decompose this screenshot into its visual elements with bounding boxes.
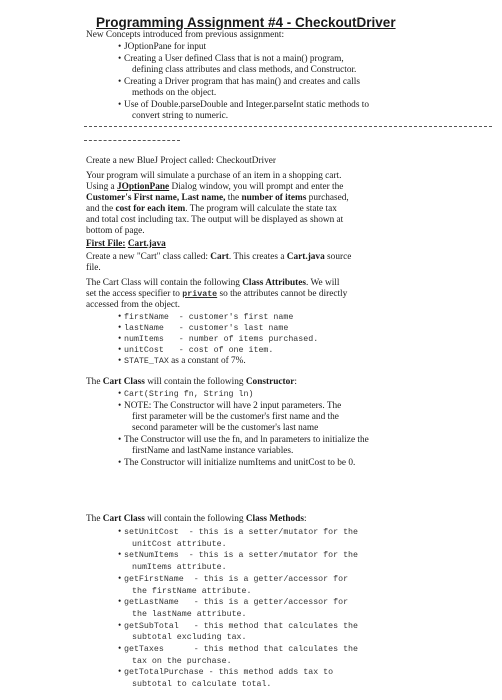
constructor-note-cont: first parameter will be the customer's first name and the [132, 412, 339, 422]
attributes-intro: The Cart Class will contain the following Class Attributes. We will [86, 278, 340, 288]
bullet-dot: • [118, 597, 122, 608]
intro-bullet: Use of Double.parseDouble and Integer.parseInt static methods to [124, 100, 370, 110]
bullet-dot: • [118, 620, 122, 631]
first-file-heading: First File: Cart.java [86, 239, 166, 249]
constructor-bullet-cont: firstName and lastName instance variables. [132, 446, 294, 456]
method-item-cont: subtotal to calculate total. [132, 680, 272, 690]
bullet-dot: • [118, 644, 122, 654]
setup-line: Create a new BlueJ Project called: CheckoutDriver [86, 156, 277, 166]
bullet-dot: • [118, 550, 122, 561]
bullet-dot: • [118, 527, 122, 537]
attributes-intro: accessed from the object. [86, 300, 180, 310]
bullet-dot: • [118, 345, 122, 355]
bullet-dot: • [118, 401, 122, 411]
bullet-dot: • [118, 458, 122, 468]
method-item-cont: numItems attribute. [132, 563, 227, 573]
method-item-cont: the firstName attribute. [132, 586, 252, 596]
first-file-line: file. [86, 263, 101, 273]
attribute-item: lastName - customer's last name [124, 324, 289, 333]
constructor-bullet: The Constructor will use the fn, and ln parameters to initialize the [124, 435, 369, 445]
method-item-cont: unitCost attribute. [132, 539, 227, 549]
setup-paragraph-line: and total cost including tax. The output will be displayed as shown at [86, 215, 344, 225]
constructor-note-cont: second parameter will be the customer's last name [132, 423, 319, 433]
intro-bullet-cont: convert string to numeric. [132, 111, 229, 121]
attributes-intro: set the access specifier to private so the attributes cannot be directly [86, 289, 348, 299]
attribute-item: numItems - number of items purchased. [124, 335, 319, 344]
method-item: getSubTotal - this method that calculates the [124, 621, 359, 631]
method-item: getLastName - this is a getter/accessor for [124, 598, 349, 608]
constructor-note: NOTE: The Constructor will have 2 input parameters. The [124, 401, 342, 411]
setup-paragraph-line: Your program will simulate a purchase of an item in a shopping cart. [86, 171, 342, 181]
intro-bullet-cont: methods on the object. [132, 88, 217, 98]
intro-bullet: Creating a User defined Class that is not a main() program, [124, 54, 344, 64]
method-item: setUnitCost - this is a setter/mutator for the [124, 528, 359, 537]
intro-heading: New Concepts introduced from previous assignment: [86, 30, 285, 40]
attribute-item: firstName - customer's first name [124, 313, 294, 322]
constructor-intro: The Cart Class will contain the following Constructor: [86, 377, 297, 387]
intro-bullet-cont: defining class attributes and class methods, and Constructor. [132, 65, 357, 75]
attribute-item: unitCost - cost of one item. [124, 346, 274, 355]
bullet-dot: • [118, 42, 122, 52]
section-divider [84, 126, 492, 127]
bullet-dot: • [118, 323, 122, 333]
setup-paragraph-line: Customer's First name, Last name, the number of items purchased, [86, 193, 349, 203]
bullet-dot: • [118, 77, 122, 87]
constructor-signature: Cart(String fn, String ln) [124, 390, 254, 399]
bullet-dot: • [118, 100, 122, 110]
method-item: getTotalPurchase - this method adds tax to [124, 668, 334, 678]
section-divider-short [84, 140, 180, 141]
bullet-dot: • [118, 54, 122, 64]
bullet-dot: • [118, 667, 122, 678]
method-item: getFirstName - this is a getter/accessor for [124, 574, 349, 584]
constructor-bullet: The Constructor will initialize numItems and unitCost to be 0. [124, 458, 356, 468]
bullet-dot: • [118, 334, 122, 344]
method-item: getTaxes - this method that calculates the [124, 645, 359, 654]
intro-bullet: JOptionPane for input [124, 42, 207, 52]
methods-intro: The Cart Class will contain the following Class Methods: [86, 514, 307, 524]
setup-paragraph-line: Using a JOptionPane Dialog window, you will prompt and enter the [86, 182, 344, 192]
bullet-dot: • [118, 356, 122, 366]
bullet-dot: • [118, 312, 122, 322]
attribute-item: STATE_TAX as a constant of 7%. [124, 356, 246, 366]
method-item-cont: tax on the purchase. [132, 656, 232, 666]
method-item-cont: subtotal excluding tax. [132, 633, 247, 643]
method-item-cont: the lastName attribute. [132, 609, 247, 619]
intro-bullet: Creating a Driver program that has main() and creates and calls [124, 77, 360, 87]
bullet-dot: • [118, 435, 122, 445]
method-item: setNumItems - this is a setter/mutator for the [124, 551, 359, 561]
setup-paragraph-line: bottom of page. [86, 226, 145, 236]
bullet-dot: • [118, 389, 122, 399]
page-title: Programming Assignment #4 - CheckoutDriver [96, 15, 396, 30]
bullet-dot: • [118, 573, 122, 584]
first-file-line: Create a new "Cart" class called: Cart. This creates a Cart.java source [86, 252, 352, 262]
setup-paragraph-line: and the cost for each item. The program will calculate the state tax [86, 204, 337, 214]
